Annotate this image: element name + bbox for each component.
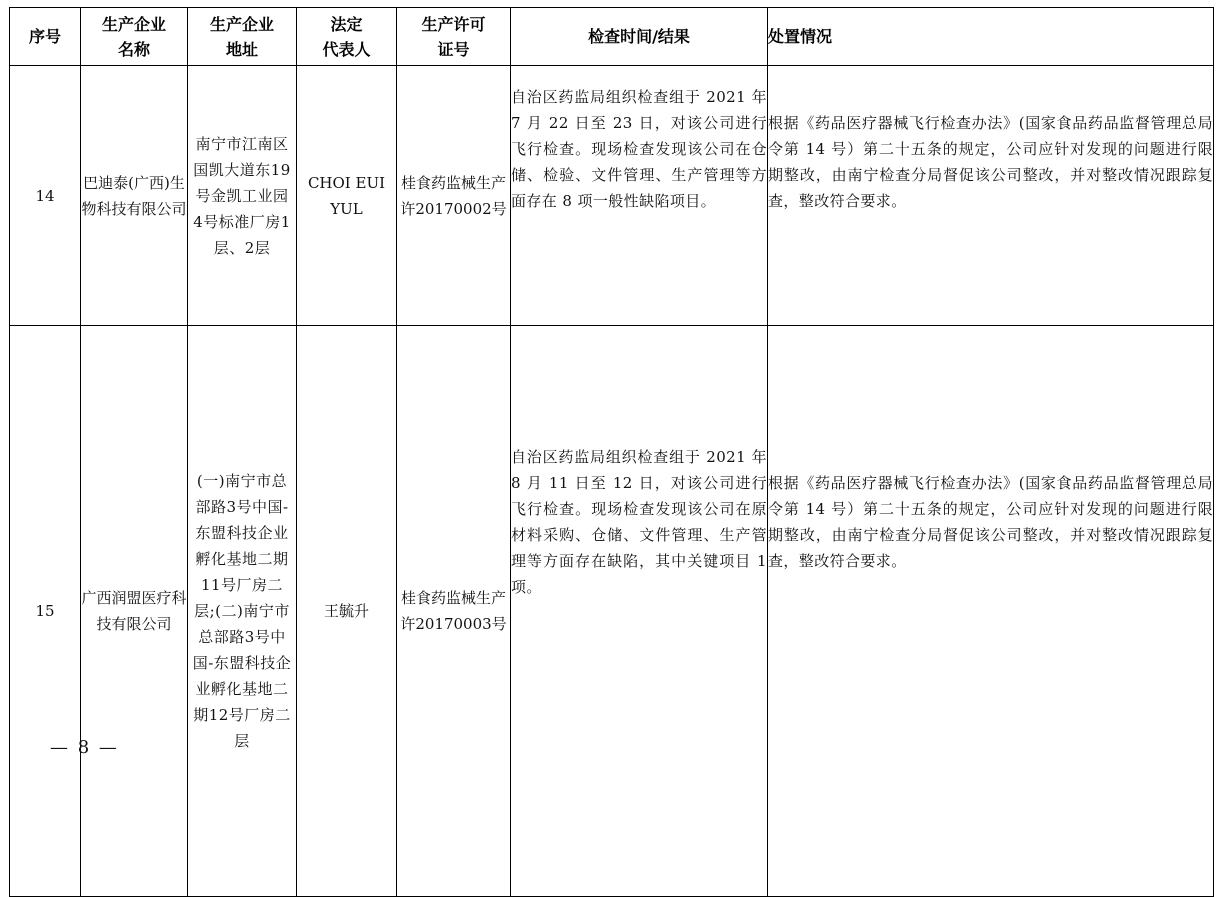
cell-company-name: 巴迪泰(广西)生物科技有限公司	[81, 66, 188, 326]
header-address-line2: 地址	[225, 39, 258, 59]
address-text: (一)南宁市总部路3号中国-东盟科技企业孵化基地二期11号厂房二层;(二)南宁市总部路3号中国-东盟科技企业孵化基地二期12号厂房二层	[192, 472, 292, 750]
address-text: 南宁市江南区国凯大道东19号金凯工业园4号标准厂房1层、2层	[193, 134, 291, 257]
header-inspection	[511, 8, 768, 66]
header-legal-rep-line1: 法定	[330, 14, 363, 34]
header-seq-label: 序号	[28, 27, 61, 46]
header-company-line1: 生产企业	[101, 14, 166, 34]
cell-disposal	[768, 66, 1214, 326]
header-inspection-label: 检查时间/结果	[588, 27, 690, 46]
header-address-line1: 生产企业	[209, 14, 274, 34]
cell-company-address	[188, 66, 297, 326]
header-row	[10, 8, 1214, 66]
cell-license-number: 桂食药监械生产许20170002号	[397, 66, 511, 326]
disposal-text: 根据《药品医疗器械飞行检查办法》(国家食品药品监督管理总局令第 14 号）第二十五条的规定，公司应针对发现的问题进行限期整改，由南宁检查分局督促该公司整改，并对整改情况跟踪复查，整改符合要求。	[768, 114, 1213, 210]
cell-legal-rep: CHOI EUI YUL	[297, 66, 397, 326]
header-company-line2: 名称	[117, 39, 150, 59]
cell-seq: 15	[10, 326, 81, 897]
header-disposal	[768, 8, 1214, 66]
header-license-line1: 生产许可	[421, 14, 486, 34]
table-row	[10, 66, 1214, 326]
cell-license-number: 桂食药监械生产许20170003号	[397, 326, 511, 897]
header-address	[188, 8, 297, 66]
cell-inspection-result	[511, 66, 768, 326]
cell-company-address	[188, 326, 297, 897]
inspection-text: 自治区药监局组织检查组于 2021 年 7 月 22 日至 23 日，对该公司进行飞行检查。现场检查发现该公司在仓储、检验、文件管理、生产管理等方面存在 8 项一般性缺陷项目。	[511, 88, 767, 210]
disposal-text: 根据《药品医疗器械飞行检查办法》(国家食品药品监督管理总局令第 14 号）第二十五条的规定，公司应针对发现的问题进行限期整改，由南宁检查分局督促该公司整改，并对整改情况跟踪复查，整改符合要求。	[768, 474, 1213, 570]
header-company	[81, 8, 188, 66]
header-legal-rep	[297, 8, 397, 66]
header-license	[397, 8, 511, 66]
header-license-line2: 证号	[437, 39, 470, 59]
cell-legal-rep: 王毓升	[297, 326, 397, 897]
header-seq	[10, 8, 81, 66]
cell-seq: 14	[10, 66, 81, 326]
cell-disposal	[768, 326, 1214, 897]
page-number: — 8 —	[50, 737, 119, 758]
table-row	[10, 326, 1214, 897]
header-disposal-label: 处置情况	[768, 27, 833, 46]
inspection-text: 自治区药监局组织检查组于 2021 年 8 月 11 日至 12 日，对该公司进行飞行检查。现场检查发现该公司在原材料采购、仓储、文件管理、生产管理等方面存在缺陷，其中关键项目 1 项。	[511, 448, 767, 596]
cell-inspection-result	[511, 326, 768, 897]
cell-company-name: 广西润盟医疗科技有限公司	[81, 326, 188, 897]
inspection-table	[9, 7, 1214, 897]
header-legal-rep-line2: 代表人	[322, 39, 371, 59]
